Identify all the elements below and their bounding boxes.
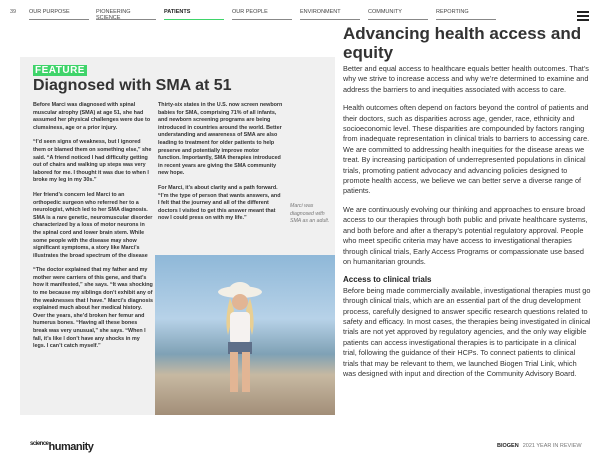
feature-column-1 (33, 102, 153, 358)
page-number: 39 (10, 9, 17, 15)
hamburger-menu-icon[interactable] (577, 11, 589, 23)
paragraph: For Marci, it’s about clarity and a path forward. “I’m the type of person that wants answers, and I felt that the journey and all of the different doctors I visited to get this answer meant that now I could press on with my life.” (158, 184, 281, 222)
person-illustration (210, 280, 270, 400)
feature-badge: FEATURE (35, 65, 85, 76)
feature-column-2 (158, 102, 283, 230)
science-humanity-logo: $^{science}$humanity (30, 441, 94, 453)
nav-pioneering-science[interactable]: PIONEERING SCIENCE (96, 9, 156, 20)
nav-our-purpose[interactable]: OUR PURPOSE (29, 9, 89, 20)
paragraph: “I’d seen signs of weakness, but I ignored them or blamed them on something else,” she said. “A friend noticed I had difficulty getting out of chairs and walking up steps was very labored for me. I thought it was due to when I broke my leg in my 30s.” (33, 139, 152, 184)
nav-community[interactable]: COMMUNITY (368, 9, 428, 20)
nav-reporting[interactable]: REPORTING (436, 9, 496, 20)
section-title: Advancing health access and equity (343, 24, 582, 62)
subheading-clinical-trials: Access to clinical trials (343, 275, 432, 285)
marci-photo (155, 255, 335, 415)
nav-our-people[interactable]: OUR PEOPLE (232, 9, 292, 20)
paragraph: Before Marci was diagnosed with spinal muscular atrophy (SMA) at age 51, she had assumed her physical challenges were due to clumsiness, age or a prior injury. (33, 102, 151, 131)
nav-patients[interactable]: PATIENTS (164, 9, 224, 20)
main-column (343, 64, 591, 387)
feature-title: Diagnosed with SMA at 51 (33, 77, 232, 94)
paragraph: Health outcomes often depend on factors beyond the control of patients and their doctors, such as disparities across age, gender, race, ethnicity and socioeconomic level. These disparities are compounded by factors ranging from inadequate representation in clinical trials to barriers to accessing care. We are committed to addressing health inequities for the disease areas we treat. By increasing participation of underrepresented populations in clinical trials, promoting patient advocacy and advancing policies designed to promote health access, we believe we can better serve a diverse range of patients. (343, 103, 590, 196)
paragraph: “The doctor explained that my father and my mother were carriers of this gene, and that’s how it manifested,” she says. “It was shocking to me because my siblings don’t exhibit any of the weaknesses that I have.” Marci’s diagnosis explained much about her medical history. Over the years, she’d broken her femur and humerus bones. “Having all these bones break was very unusual,” she says. “When I fall, it’s like I don’t have any shocks in my legs. I can’t catch myself.” (33, 267, 153, 350)
report-title: 2021 YEAR IN REVIEW (522, 443, 582, 449)
paragraph: Thirty-six states in the U.S. now screen newborn babies for SMA, comprising 71% of all infants, and newborn screening programs are being introduced in countries around the world. Better understanding and awareness of SMA are also leading to treatment for older patients to help preserve and potentially improve motor function. Importantly, SMA therapies introduced in recent years are giving the SMA community new hope. (158, 102, 283, 177)
photo-caption: Marci was diagnosed with SMA as an adult. (290, 203, 330, 224)
nav-environment[interactable]: ENVIRONMENT (300, 9, 360, 20)
paragraph: Her friend’s concern led Marci to an orthopedic surgeon who referred her to a neurologist, which led to her SMA diagnosis. SMA is a rare genetic, neuromuscular disorder characterized by a loss of motor neurons in the spinal cord and lower brain stem. While some people with the disease may show significant symptoms, a story like Marci’s illustrates the broad spectrum of the disease (33, 191, 153, 259)
paragraph: Before being made commercially available, investigational therapies must go through clinical trials, which are an essential part of the drug development process, carefully designed to answer specific research questions related to safety and efficacy. In most cases, the therapies being investigated in clinical trials are not yet approved by regulatory agencies, and the only way eligible patients can access investigational therapies is to participate in a clinical trial, following the guidance of their HCPs. To connect patients to clinical trials that may be relevant to them, we launched Biogen Trial Link, which was designed with input and direction of the Community Advisory Board. (343, 285, 591, 378)
paragraph: We are continuously evolving our thinking and approaches to ensure broad access to our therapies through both public and private healthcare systems, and both before and after a therapy’s potential regulatory approval. People who meet specific criteria may have access to investigational therapies through clinical trials, Early Access Programs or compassionate use based on humanitarian grounds. (343, 204, 588, 266)
company-name: BIOGEN (497, 443, 519, 449)
footer (497, 443, 582, 449)
paragraph: Better and equal access to healthcare equals better health outcomes. That’s why we strive to increase access and why we’re determined to examine and address the barriers to and inequities associated with access to care. (343, 64, 589, 94)
